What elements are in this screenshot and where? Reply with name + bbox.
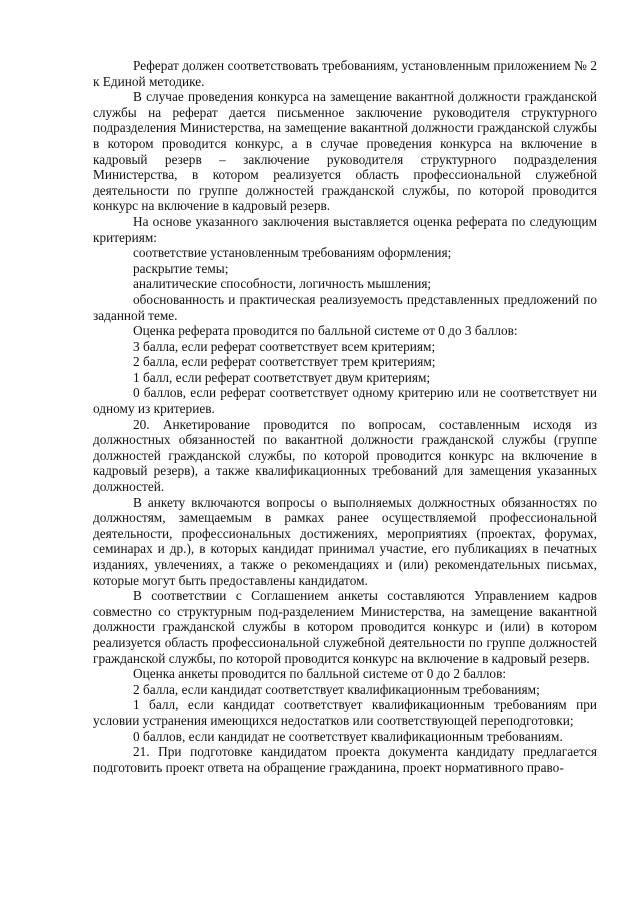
paragraph-questionnaire-scoring: Оценка анкеты проводится по балльной системе от 0 до 2 баллов: <box>133 666 507 682</box>
score-item: 2 балла, если кандидат соответствует квалификационным требованиям; <box>133 681 540 697</box>
paragraph-section-20: 20. Анкетирование проводится по вопросам, составленным исходя из должностных обязанностей по вакантной должности гражданской службы (группе должностей гражданской службы, по которой проводится конкурс на включение в кадровый резерв), а также квалификационных требований для замещения указанных должностей. <box>93 416 597 495</box>
paragraph-questionnaire-agreement: В соответствии с Соглашением анкеты составляются Управлением кадров совместно со структурным под-разделением Министерства, на замещение вакантной должности гражданской службы в котором проводится конкурс и (или) в котором реализуется область профессиональной служебной деятельности по группе должностей гражданской службы, по которой проводится конкурс на включение в кадровый резерв. <box>93 588 597 666</box>
paragraph-criteria-intro: На основе указанного заключения выставляется оценка реферата по следующим критериям: <box>93 213 597 245</box>
score-item: 0 баллов, если кандидат не соответствует квалификационным требованиям. <box>133 728 563 744</box>
paragraph-written-conclusion: В случае проведения конкурса на замещение вакантной должности гражданской службы на реферат дается письменное заключение руководителя структурного подразделения Министерства, на замещение вакантной должности гражданской службы в котором проводится конкурс, а в случае проведения конкурса на включение в кадровый резерв – заключение руководителя структурного подразделения Министерства, в котором реализуется область профессиональной служебной деятельности по группе должностей гражданской службы, по которой проводится конкурс на включение в кадровый резерв. <box>93 89 597 214</box>
paragraph-questionnaire-content: В анкету включаются вопросы о выполняемых должностных обязанностях по должностям, замещаемым в рамках ранее осуществляемой профессиональной деятельности, профессиональных достижениях, мероприятиях (проектах, форумах, семинарах и др.), в которых кандидат принимал участие, его публикациях в печатных изданиях, увлечениях, а также о рекомендациях и (или) рекомендательных письмах, которые могут быть предоставлены кандидатом. <box>93 494 597 588</box>
criterion-item: аналитические способности, логичность мышления; <box>133 276 432 292</box>
paragraph-essay-scoring: Оценка реферата проводится по балльной системе от 0 до 3 баллов: <box>133 323 518 339</box>
score-item: 0 баллов, если реферат соответствует одному критерию или не соответствует ни одному из критериев. <box>93 385 597 417</box>
score-item: 2 балла, если реферат соответствует трем критериям; <box>133 354 436 370</box>
score-item: 3 балла, если реферат соответствует всем критериям; <box>133 338 436 354</box>
paragraph-essay-requirements: Реферат должен соответствовать требованиям, установленным приложением № 2 к Единой методике. <box>93 58 597 89</box>
score-item: 1 балл, если реферат соответствует двум критериям; <box>133 369 431 385</box>
paragraph-section-21: 21. При подготовке кандидатом проекта документа кандидату предлагается подготовить проект ответа на обращение гражданина, проект нормативного право- <box>93 744 597 775</box>
document-body <box>93 58 597 775</box>
criterion-item: обоснованность и практическая реализуемость представленных предложений по заданной теме. <box>93 291 597 323</box>
criterion-item: соответствие установленным требованиям оформления; <box>133 245 452 261</box>
score-item: 1 балл, если кандидат соответствует квалификационным требованиям при условии устранения имеющихся недостатков или соответствующей переподготовки; <box>93 697 597 728</box>
criterion-item: раскрытие темы; <box>133 260 229 276</box>
